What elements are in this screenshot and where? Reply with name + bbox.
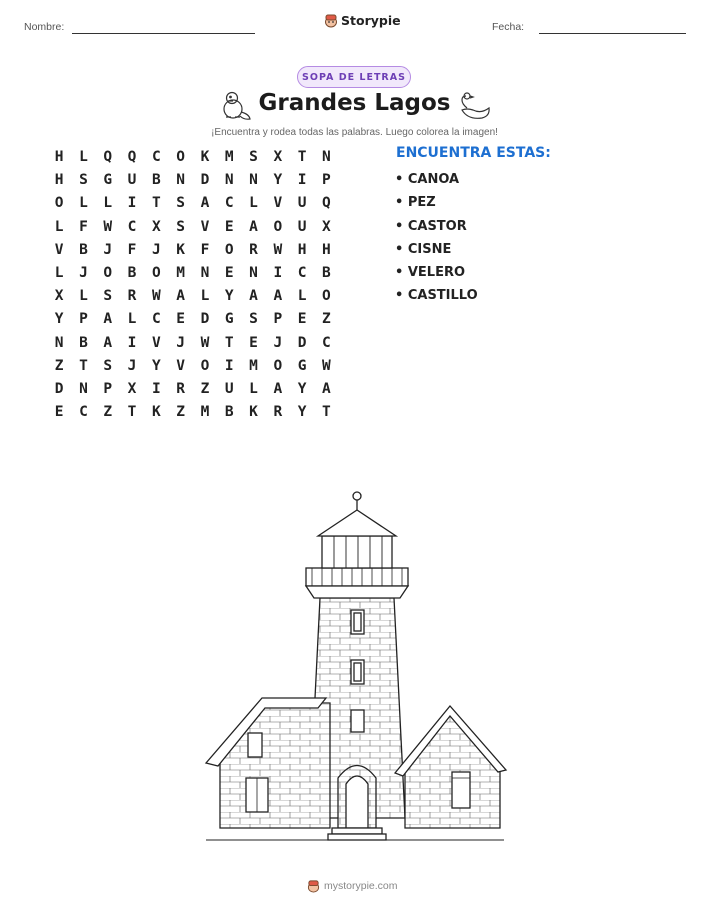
grid-letter[interactable]: U: [224, 380, 234, 397]
grid-letter[interactable]: W: [273, 241, 283, 258]
grid-letter[interactable]: E: [54, 404, 64, 421]
grid-letter[interactable]: H: [54, 172, 64, 189]
puzzle-type-badge: SOPA DE LETRAS: [297, 66, 411, 88]
grid-letter[interactable]: Z: [322, 311, 331, 328]
word-list-item: • PEZ: [395, 193, 478, 216]
grid-letter[interactable]: L: [54, 218, 64, 235]
grid-letter[interactable]: B: [151, 172, 161, 189]
grid-letter[interactable]: J: [127, 357, 137, 374]
grid-letter[interactable]: S: [249, 149, 258, 165]
date-field[interactable]: [539, 33, 686, 34]
grid-letter[interactable]: W: [322, 357, 331, 374]
grid-letter[interactable]: J: [79, 264, 88, 281]
grid-letter[interactable]: O: [151, 264, 161, 281]
grid-letter[interactable]: Q: [127, 149, 137, 165]
grid-letter[interactable]: Q: [322, 195, 331, 212]
swan-icon: [456, 90, 492, 122]
grid-letter[interactable]: L: [249, 195, 258, 212]
grid-letter[interactable]: O: [273, 218, 283, 235]
grid-letter[interactable]: D: [200, 172, 210, 189]
grid-letter[interactable]: C: [127, 218, 137, 235]
grid-letter[interactable]: L: [249, 380, 258, 397]
word-list-item: • VELERO: [395, 263, 478, 286]
name-label: Nombre:: [24, 21, 65, 33]
grid-letter[interactable]: S: [176, 195, 185, 212]
grid-letter[interactable]: N: [249, 264, 258, 281]
grid-letter[interactable]: D: [200, 311, 210, 328]
grid-letter[interactable]: B: [127, 264, 137, 281]
grid-letter[interactable]: Y: [224, 288, 234, 305]
grid-letter[interactable]: I: [127, 195, 137, 212]
grid-letter[interactable]: G: [297, 357, 307, 374]
grid-letter[interactable]: N: [54, 334, 64, 351]
footer-url[interactable]: mystorypie.com: [324, 880, 398, 892]
storypie-logo-icon: [307, 879, 320, 893]
grid-letter[interactable]: N: [224, 172, 234, 189]
grid-letter[interactable]: J: [176, 334, 185, 351]
grid-row: [47, 239, 339, 262]
word-list-item: • CISNE: [395, 240, 478, 263]
lighthouse-illustration[interactable]: [200, 488, 510, 848]
brand-logo: [324, 13, 401, 28]
grid-letter[interactable]: C: [151, 311, 161, 328]
grid-letter[interactable]: A: [103, 311, 113, 328]
grid-letter[interactable]: N: [176, 172, 185, 189]
grid-letter[interactable]: V: [273, 195, 283, 212]
grid-letter[interactable]: M: [249, 357, 258, 374]
grid-letter[interactable]: J: [273, 334, 283, 351]
grid-letter[interactable]: L: [103, 195, 113, 212]
grid-letter[interactable]: D: [297, 334, 307, 351]
grid-row: [47, 169, 339, 192]
grid-letter[interactable]: Y: [297, 404, 307, 421]
grid-letter[interactable]: G: [103, 172, 113, 189]
grid-letter[interactable]: R: [127, 288, 137, 305]
grid-letter[interactable]: N: [200, 264, 210, 281]
grid-letter[interactable]: H: [54, 149, 64, 165]
grid-letter[interactable]: W: [151, 288, 161, 305]
grid-letter[interactable]: X: [54, 288, 64, 305]
grid-letter[interactable]: R: [273, 404, 283, 421]
grid-letter[interactable]: V: [54, 241, 64, 258]
grid-letter[interactable]: Y: [297, 380, 307, 397]
grid-letter[interactable]: I: [224, 357, 234, 374]
grid-letter[interactable]: J: [151, 241, 161, 258]
grid-letter[interactable]: T: [297, 149, 307, 165]
grid-letter[interactable]: E: [224, 264, 234, 281]
grid-row: [47, 146, 339, 169]
grid-row: [47, 378, 339, 401]
grid-letter[interactable]: S: [79, 172, 88, 189]
grid-letter[interactable]: A: [249, 218, 258, 235]
grid-row: [47, 285, 339, 308]
grid-letter[interactable]: W: [200, 334, 210, 351]
grid-letter[interactable]: E: [176, 311, 185, 328]
grid-letter[interactable]: U: [127, 172, 137, 189]
grid-letter[interactable]: D: [54, 380, 64, 397]
grid-letter[interactable]: A: [249, 288, 258, 305]
word-search-grid[interactable]: [47, 146, 339, 424]
grid-letter[interactable]: C: [79, 404, 88, 421]
grid-letter[interactable]: T: [224, 334, 234, 351]
grid-letter[interactable]: V: [151, 334, 161, 351]
grid-row: [47, 216, 339, 239]
grid-letter[interactable]: I: [273, 264, 283, 281]
grid-letter[interactable]: K: [176, 241, 185, 258]
grid-letter[interactable]: O: [200, 357, 210, 374]
grid-letter[interactable]: U: [297, 195, 307, 212]
grid-letter[interactable]: L: [79, 195, 88, 212]
grid-letter[interactable]: N: [79, 380, 88, 397]
grid-row: [47, 355, 339, 378]
word-list-item: • CASTOR: [395, 217, 478, 240]
grid-letter[interactable]: B: [79, 241, 88, 258]
grid-letter[interactable]: N: [322, 149, 331, 165]
grid-letter[interactable]: F: [127, 241, 137, 258]
grid-letter[interactable]: L: [79, 149, 88, 165]
grid-letter[interactable]: P: [273, 311, 283, 328]
date-label: Fecha:: [492, 21, 525, 33]
grid-letter[interactable]: X: [151, 218, 161, 235]
grid-letter[interactable]: Y: [273, 172, 283, 189]
grid-letter[interactable]: F: [79, 218, 88, 235]
grid-letter[interactable]: Q: [103, 149, 113, 165]
grid-row: [47, 401, 339, 424]
grid-letter[interactable]: L: [54, 264, 64, 281]
grid-row: [47, 192, 339, 215]
grid-letter[interactable]: U: [297, 218, 307, 235]
grid-letter[interactable]: F: [200, 241, 210, 258]
grid-letter[interactable]: N: [249, 172, 258, 189]
grid-letter[interactable]: S: [103, 357, 113, 374]
instructions: ¡Encuentra y rodea todas las palabras. Luego colorea la imagen!: [211, 127, 498, 138]
grid-letter[interactable]: S: [176, 218, 185, 235]
grid-row: [47, 262, 339, 285]
grid-letter[interactable]: X: [273, 149, 283, 165]
grid-letter[interactable]: T: [322, 404, 331, 421]
grid-letter[interactable]: W: [103, 218, 113, 235]
grid-letter[interactable]: I: [151, 380, 161, 397]
grid-letter[interactable]: C: [297, 264, 307, 281]
grid-letter[interactable]: M: [176, 264, 185, 281]
grid-letter[interactable]: L: [127, 311, 137, 328]
grid-letter[interactable]: C: [151, 149, 161, 165]
grid-letter[interactable]: O: [54, 195, 64, 212]
grid-letter[interactable]: B: [79, 334, 88, 351]
grid-letter[interactable]: A: [322, 380, 331, 397]
grid-letter[interactable]: Y: [54, 311, 64, 328]
grid-letter[interactable]: X: [127, 380, 137, 397]
name-field[interactable]: [72, 33, 255, 34]
grid-letter[interactable]: Z: [54, 357, 64, 374]
grid-letter[interactable]: T: [151, 195, 161, 212]
grid-letter[interactable]: C: [322, 334, 331, 351]
grid-letter[interactable]: Z: [103, 404, 113, 421]
grid-letter[interactable]: L: [200, 288, 210, 305]
grid-letter[interactable]: R: [176, 380, 185, 397]
word-list-item: • CANOA: [395, 170, 478, 193]
grid-letter[interactable]: Z: [176, 404, 185, 421]
grid-letter[interactable]: C: [224, 195, 234, 212]
grid-letter[interactable]: K: [151, 404, 161, 421]
grid-letter[interactable]: K: [249, 404, 258, 421]
grid-letter[interactable]: O: [273, 357, 283, 374]
grid-letter[interactable]: E: [249, 334, 258, 351]
grid-letter[interactable]: I: [297, 172, 307, 189]
grid-letter[interactable]: Z: [200, 380, 210, 397]
grid-letter[interactable]: O: [224, 241, 234, 258]
page-title: Grandes Lagos: [258, 90, 451, 116]
grid-letter[interactable]: L: [79, 288, 88, 305]
grid-letter[interactable]: K: [200, 149, 210, 165]
grid-letter[interactable]: H: [297, 241, 307, 258]
grid-letter[interactable]: P: [103, 380, 113, 397]
grid-row: [47, 332, 339, 355]
grid-letter[interactable]: M: [224, 149, 234, 165]
grid-letter[interactable]: M: [200, 404, 210, 421]
word-list: [395, 170, 478, 310]
grid-letter[interactable]: A: [200, 195, 210, 212]
grid-letter[interactable]: T: [79, 357, 88, 374]
grid-letter[interactable]: P: [322, 172, 331, 189]
grid-letter[interactable]: X: [322, 218, 331, 235]
grid-letter[interactable]: H: [322, 241, 331, 258]
grid-letter[interactable]: E: [224, 218, 234, 235]
grid-letter[interactable]: S: [249, 311, 258, 328]
grid-letter[interactable]: T: [127, 404, 137, 421]
grid-letter[interactable]: O: [176, 149, 185, 165]
grid-letter[interactable]: V: [176, 357, 185, 374]
grid-letter[interactable]: A: [273, 288, 283, 305]
word-list-title: ENCUENTRA ESTAS:: [396, 145, 551, 161]
grid-letter[interactable]: O: [322, 288, 331, 305]
grid-letter[interactable]: V: [200, 218, 210, 235]
grid-letter[interactable]: P: [79, 311, 88, 328]
grid-letter[interactable]: R: [249, 241, 258, 258]
grid-letter[interactable]: S: [103, 288, 113, 305]
grid-letter[interactable]: L: [297, 288, 307, 305]
grid-row: [47, 308, 339, 331]
grid-letter[interactable]: Y: [151, 357, 161, 374]
grid-letter[interactable]: J: [103, 241, 113, 258]
grid-letter[interactable]: A: [103, 334, 113, 351]
footer: [307, 879, 398, 893]
grid-letter[interactable]: G: [224, 311, 234, 328]
word-list-item: • CASTILLO: [395, 286, 478, 309]
grid-letter[interactable]: I: [127, 334, 137, 351]
grid-letter[interactable]: A: [273, 380, 283, 397]
grid-letter[interactable]: E: [297, 311, 307, 328]
grid-letter[interactable]: B: [322, 264, 331, 281]
grid-letter[interactable]: B: [224, 404, 234, 421]
storypie-logo-icon: [324, 13, 338, 28]
grid-letter[interactable]: O: [103, 264, 113, 281]
brand-name: Storypie: [341, 13, 401, 28]
grid-letter[interactable]: A: [176, 288, 185, 305]
